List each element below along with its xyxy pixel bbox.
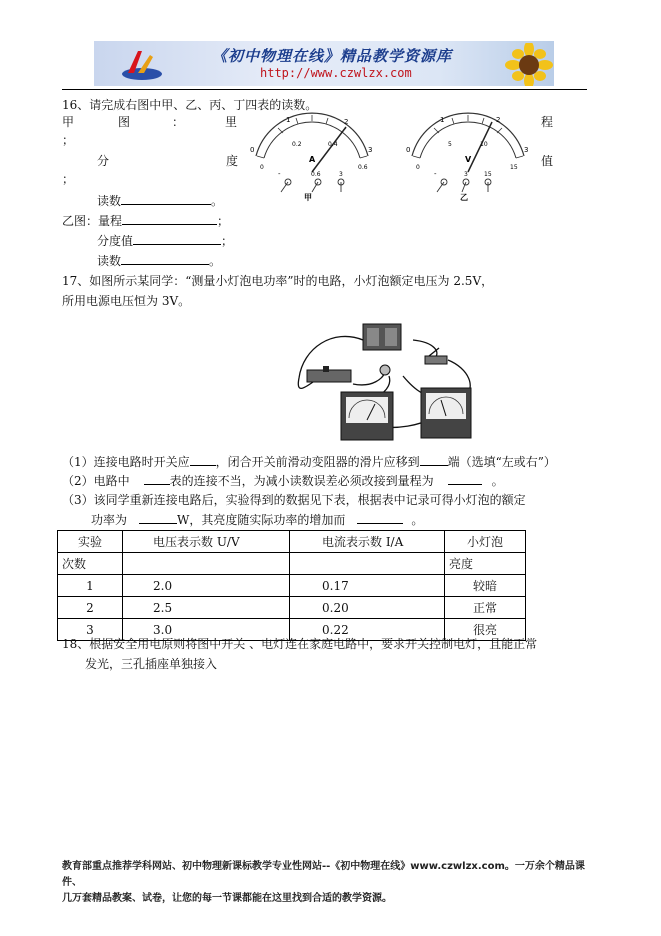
q17-p3-text-c: 。 (411, 513, 424, 527)
voltmeter-unit: V (465, 155, 472, 164)
voltmeter-bottom-3: 15 (510, 164, 518, 171)
table-header-cell: 次数 (58, 553, 123, 575)
q16-zhi-label: 值 (541, 154, 554, 168)
ammeter-top-1: 1 (286, 116, 291, 124)
table-header-row-2 (58, 553, 526, 575)
voltmeter-top-2: 2 (496, 116, 501, 124)
q16-heading: 16、请完成右图中甲、乙、丙、丁四表的读数。 (62, 98, 318, 112)
bulb-icon (380, 365, 390, 375)
voltmeter-term-label-15: 15 (484, 171, 492, 178)
switch-icon (425, 356, 447, 364)
table-cell: 0.17 (290, 575, 445, 597)
voltmeter-top-1: 1 (440, 116, 445, 124)
q16-semicolon-1: ； (62, 133, 75, 147)
answer-blank[interactable] (121, 192, 211, 205)
answer-blank[interactable] (133, 232, 221, 245)
answer-blank[interactable] (357, 511, 403, 524)
q17-p1-text-c: 端（选填“左或右”） (447, 455, 556, 469)
ammeter-term-label-06: 0.6 (311, 171, 321, 178)
ammeter-term-label-neg: - (278, 170, 281, 178)
voltmeter-term-label-3: 3 (464, 171, 468, 178)
q18-line1: 18、根据安全用电原则将图中开关 、电灯连在家庭电路中，要求开关控制电灯，且能正常 (62, 637, 538, 651)
q16-yi-range-label: 乙图：量程 (62, 214, 123, 228)
q16-semicolon-2: ； (62, 172, 75, 186)
table-header-row (58, 531, 526, 553)
q16-li-label: 里 (225, 115, 238, 129)
table-cell: 0.22 (290, 619, 445, 641)
q16-colon: ： (172, 115, 185, 129)
q16-yi-reading-line (97, 252, 221, 269)
table-cell: 较暗 (445, 575, 526, 597)
q17-p1-text-b: ，闭合开关前滑动变阻器的滑片应移到 (215, 455, 420, 469)
q17-part1 (62, 453, 556, 470)
voltmeter-diagram (404, 110, 532, 205)
q17-p2-text-a: （2）电路中 (62, 474, 130, 488)
answer-blank[interactable] (122, 212, 217, 225)
q16-semicolon-3: ； (217, 214, 230, 228)
table-header-cell: 实验 (58, 531, 123, 553)
banner-title: 《初中物理在线》精品教学资源库 (212, 47, 453, 65)
ammeter-bottom-2: 0.4 (328, 141, 338, 148)
ammeter-bottom-0: 0 (260, 164, 264, 171)
table-header-cell: 亮度 (445, 553, 526, 575)
footer-line1: 教育部重点推荐学科网站、初中物理新课标教学专业性网站--《初中物理在线》www.czwlzx.com。一万余个精品课件、 (62, 861, 585, 888)
experiment-table (57, 530, 526, 641)
answer-blank[interactable] (139, 511, 177, 524)
q16-reading-label: 读数 (97, 194, 122, 208)
table-cell (290, 553, 445, 575)
answer-blank[interactable] (420, 453, 448, 466)
q17-part3-line2 (91, 511, 423, 528)
q16-yi-range-line (62, 212, 229, 229)
table-cell: 很亮 (445, 619, 526, 641)
table-row (58, 575, 526, 597)
q17-p2-text-b: 表的连接不当，为减小读数误差必须改接到量程为 (169, 474, 434, 488)
q17-part2 (62, 472, 504, 489)
voltmeter-bottom-0: 0 (416, 164, 420, 171)
voltmeter-caption: 乙 (460, 193, 468, 202)
table-cell (123, 553, 290, 575)
q16-period-2: 。 (209, 254, 222, 268)
table-row (58, 597, 526, 619)
ammeter-top-3: 3 (368, 146, 373, 154)
header-rule (62, 89, 587, 90)
logo-icon (120, 47, 164, 81)
q16-jia-label: 甲 (62, 115, 75, 129)
q17-line1: 17、如图所示某同学：“测量小灯泡电功率”时的电路，小灯泡额定电压为 2.5V， (62, 274, 494, 288)
table-header-cell: 电流表示数 I/A (290, 531, 445, 553)
q16-fen-label: 分 (97, 154, 110, 168)
footer (62, 859, 602, 907)
q17-part3-line1: （3）该同学重新连接电路后，实验得到的数据见下表，根据表中记录可得小灯泡的额定 (62, 493, 526, 507)
q17-line2: 所用电源电压恒为 3V。 (62, 294, 191, 308)
table-cell: 正常 (445, 597, 526, 619)
q16-cheng-label: 程 (541, 115, 554, 129)
header-banner (94, 41, 554, 86)
table-cell: 3 (58, 619, 123, 641)
table-header-cell: 小灯泡 (445, 531, 526, 553)
answer-blank[interactable] (121, 252, 209, 265)
circuit-diagram (293, 318, 483, 446)
q16-du-label: 度 (226, 154, 239, 168)
voltmeter-bottom-2: 10 (480, 141, 488, 148)
answer-blank[interactable] (448, 472, 482, 485)
ammeter-term-label-3: 3 (339, 171, 343, 178)
ammeter-bottom-1: 0.2 (292, 141, 302, 148)
q17-p2-text-c: 。 (491, 474, 504, 488)
table-cell: 3.0 (123, 619, 290, 641)
banner-url[interactable]: http://www.czwlzx.com (260, 66, 412, 80)
q16-semicolon-4: ； (221, 234, 234, 248)
footer-line2: 几万套精品教案、试卷，让您的每一节课都能在这里找到合适的教学资源。 (62, 893, 392, 904)
voltmeter-bottom-1: 5 (448, 141, 452, 148)
q18-line2: 发光，三孔插座单独接入 (85, 657, 218, 671)
ammeter-bottom-3: 0.6 (358, 164, 368, 171)
ammeter-top-2: 2 (344, 118, 349, 126)
voltmeter-top-3: 3 (524, 146, 529, 154)
q17-p1-text-a: （1）连接电路时开关应 (62, 455, 190, 469)
voltmeter-term-label-neg: - (434, 170, 437, 178)
q17-p3-text-a: 功率为 (91, 513, 128, 527)
ammeter-diagram (248, 110, 376, 205)
q17-p3-text-b: W，其亮度随实际功率的增加而 (177, 513, 346, 527)
voltmeter-top-0: 0 (406, 146, 411, 154)
table-cell: 0.20 (290, 597, 445, 619)
q16-yi-div-line (97, 232, 233, 249)
table-header-cell: 电压表示数 U/V (123, 531, 290, 553)
q16-jia-reading-line (97, 192, 223, 209)
table-cell: 1 (58, 575, 123, 597)
answer-blank[interactable] (190, 453, 216, 466)
q16-yi-div-label: 分度值 (97, 234, 134, 248)
q16-yi-reading-label: 读数 (97, 254, 122, 268)
ammeter-unit: A (309, 155, 316, 164)
table-cell: 2 (58, 597, 123, 619)
q16-period: 。 (211, 194, 224, 208)
sunflower-icon (499, 43, 554, 86)
q16-tu-label: 图 (118, 115, 131, 129)
answer-blank[interactable] (144, 472, 170, 485)
ammeter-caption: 甲 (304, 193, 312, 202)
ammeter-top-0: 0 (250, 146, 255, 154)
table-cell: 2.0 (123, 575, 290, 597)
table-cell: 2.5 (123, 597, 290, 619)
